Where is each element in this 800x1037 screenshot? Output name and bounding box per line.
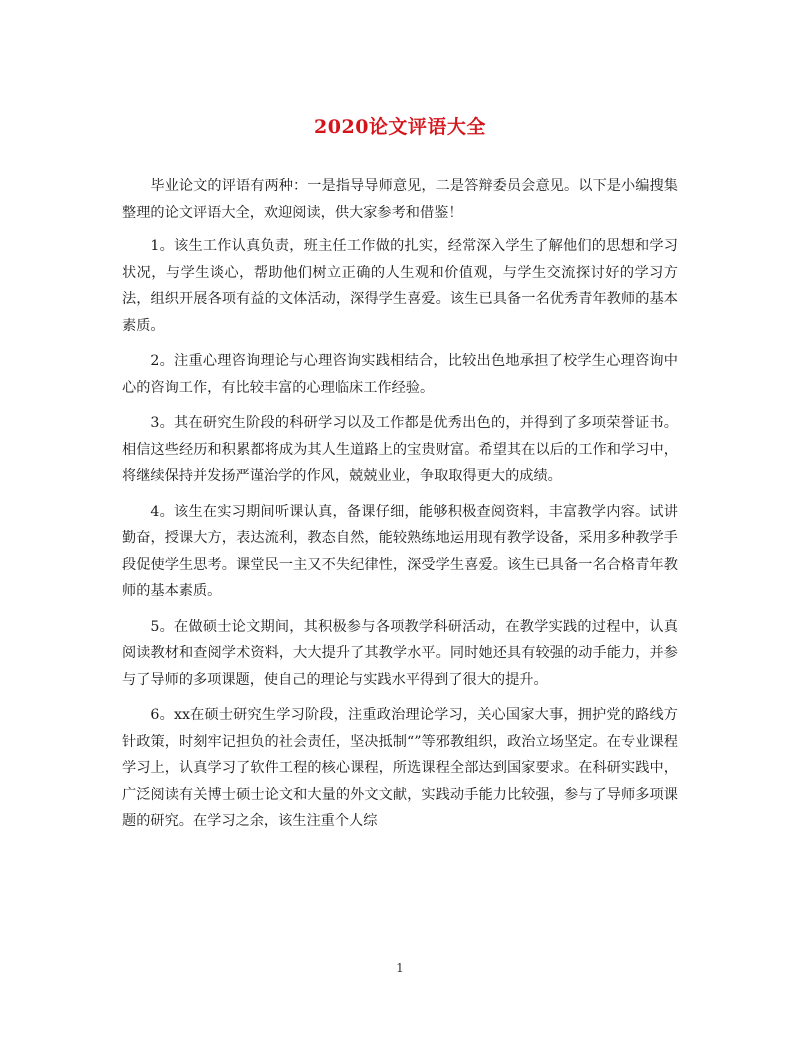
comment-paragraph-3: 3。其在研究生阶段的科研学习以及工作都是优秀出色的，并得到了多项荣誉证书。相信这些经历和积累都将成为其人生道路上的宝贵财富。希望其在以后的工作和学习中，将继续保持并发扬严谨治学的作风，兢兢业业，争取取得更大的成绩。 xyxy=(122,415,678,484)
comment-paragraph-5: 5。在做硕士论文期间，其积极参与各项教学科研活动，在教学实践的过程中，认真阅读教材和查阅学术资料，大大提升了其教学水平。同时她还具有较强的动手能力，并参与了导师的多项课题，使自己的理论与实践水平得到了很大的提升。 xyxy=(122,618,678,688)
comment-paragraph-6: 6。xx在硕士研究生学习阶段，注重政治理论学习，关心国家大事，拥护党的路线方针政策，时刻牢记担负的社会责任，坚决抵制“”等邪教组织，政治立场坚定。在专业课程学习上，认真学习了软件工程的核心课程，所选课程全部达到国家要求。在科研实践中，广泛阅读有关博士硕士论文和大量的外文文献，实践动手能力比较强，参与了导师多项课题的研究。在学习之余，该生注重个人综 xyxy=(122,707,678,829)
intro-paragraph: 毕业论文的评语有两种：一是指导导师意见，二是答辩委员会意见。以下是小编搜集整理的论文评语大全，欢迎阅读，供大家参考和借鉴！ xyxy=(122,178,678,221)
comment-paragraph-1: 1。该生工作认真负责，班主任工作做的扎实，经常深入学生了解他们的思想和学习状况，与学生谈心，帮助他们树立正确的人生观和价值观，与学生交流探讨好的学习方法，组织开展各项有益的文体活动，深得学生喜爱。该生已具备一名优秀青年教师的基本素质。 xyxy=(122,238,678,334)
comment-paragraph-4: 4。该生在实习期间听课认真，备课仔细，能够积极查阅资料，丰富教学内容。试讲勤奋，授课大方，表达流利，教态自然，能较熟练地运用现有教学设备，采用多种教学手段促使学生思考。课堂民一主又不失纪律性，深受学生喜爱。该生已具备一名合格青年教师的基本素质。 xyxy=(122,503,678,599)
comment-paragraph-2: 2。注重心理咨询理论与心理咨询实践相结合，比较出色地承担了校学生心理咨询中心的咨询工作，有比较丰富的心理临床工作经验。 xyxy=(122,353,678,396)
page-number: 1 xyxy=(396,961,404,975)
document-body xyxy=(122,173,678,844)
document-title: 2020论文评语大全 xyxy=(314,116,486,138)
